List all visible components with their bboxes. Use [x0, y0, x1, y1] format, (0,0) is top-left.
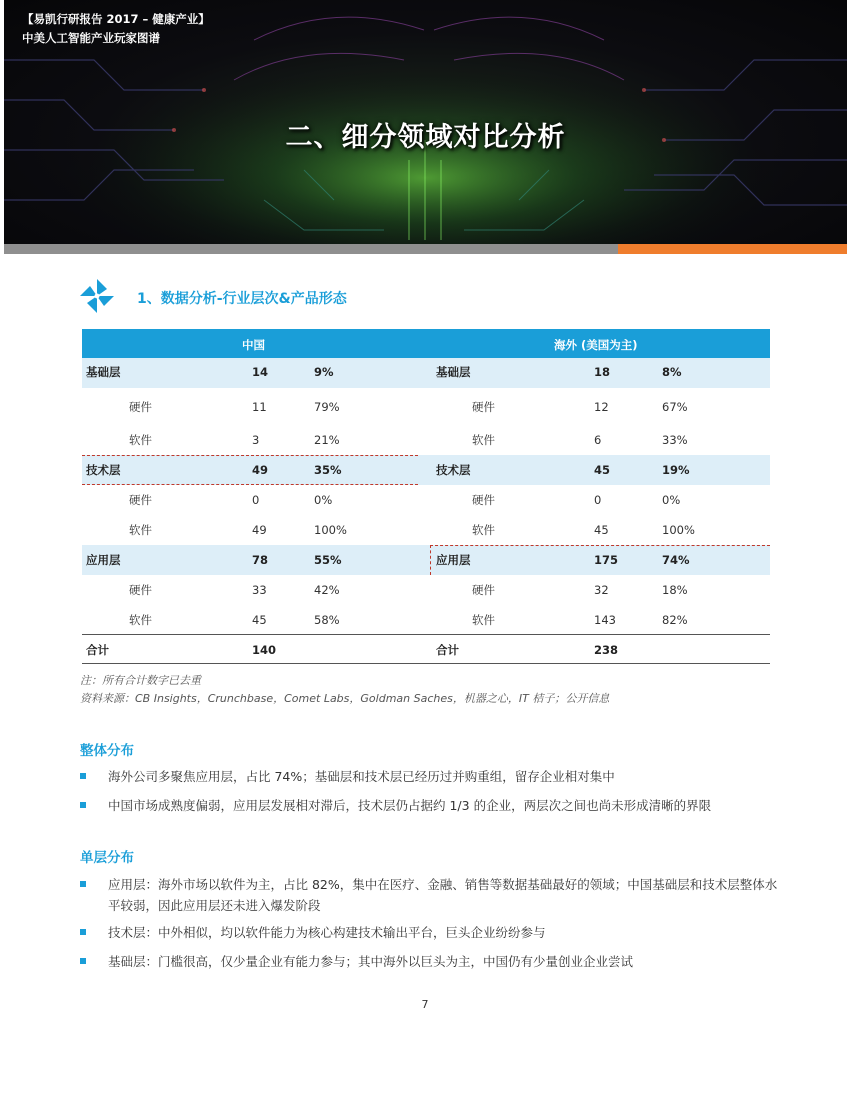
china-cell-pct: 9%	[314, 365, 334, 379]
china-cell-label: 软件	[129, 433, 152, 447]
overseas-cell-label: 技术层	[436, 463, 471, 477]
overseas-cell-count: 12	[594, 400, 609, 414]
table-source: 资料来源：CB Insights，Crunchbase，Comet Labs，Goldman Saches，机器之心，IT 桔子；公开信息	[80, 692, 610, 705]
highlight-china-tech-bottom	[82, 484, 418, 485]
pinwheel-icon	[79, 278, 115, 314]
section-heading: 1、数据分析-行业层次&产品形态	[137, 291, 347, 307]
overseas-cell-count: 175	[594, 553, 619, 567]
header-bar-orange	[618, 244, 847, 254]
total-rule-top	[82, 634, 770, 635]
china-cell-label: 硬件	[129, 400, 152, 414]
overseas-cell-pct: 82%	[662, 613, 688, 627]
overseas-cell-pct: 8%	[662, 365, 682, 379]
overseas-cell-pct: 18%	[662, 583, 688, 597]
china-cell-count: 78	[252, 553, 269, 567]
china-cell-label: 应用层	[86, 553, 121, 567]
china-cell-pct: 0%	[314, 493, 333, 507]
bullet-square-icon	[80, 929, 86, 935]
china-cell-count: 14	[252, 365, 269, 379]
table-note: 注：所有合计数字已去重	[80, 674, 201, 687]
overseas-cell-pct: 0%	[662, 493, 681, 507]
overseas-cell-count: 6	[594, 433, 602, 447]
highlight-overseas-app-top	[430, 545, 770, 546]
bullet-text: 技术层：中外相似，均以软件能力为核心构建技术输出平台，巨头企业纷纷参与	[108, 925, 546, 940]
report-series: 【易凯行研报告 2017 – 健康产业】	[22, 12, 210, 26]
single-heading: 单层分布	[80, 850, 134, 866]
bullet-square-icon	[80, 958, 86, 964]
highlight-overseas-app-left	[430, 545, 431, 575]
china-cell-count: 49	[252, 463, 269, 477]
china-cell-label: 合计	[86, 643, 109, 657]
single-bullet-2	[80, 922, 780, 943]
total-rule-bottom	[82, 663, 770, 664]
table-header	[82, 329, 770, 358]
overseas-cell-pct: 19%	[662, 463, 690, 477]
overseas-cell-label: 软件	[472, 523, 495, 537]
overseas-cell-label: 基础层	[436, 365, 471, 379]
overseas-cell-pct: 100%	[662, 523, 695, 537]
china-cell-label: 基础层	[86, 365, 121, 379]
bullet-square-icon	[80, 802, 86, 808]
china-cell-pct: 35%	[314, 463, 342, 477]
china-cell-count: 45	[252, 613, 267, 627]
report-label	[22, 10, 210, 48]
china-cell-count: 3	[252, 433, 260, 447]
china-cell-pct: 21%	[314, 433, 340, 447]
overseas-cell-count: 0	[594, 493, 602, 507]
china-cell-label: 硬件	[129, 583, 152, 597]
china-cell-label: 硬件	[129, 493, 152, 507]
overall-bullet-1	[80, 766, 780, 787]
overseas-cell-count: 143	[594, 613, 616, 627]
china-cell-label: 软件	[129, 613, 152, 627]
single-bullet-1	[80, 874, 780, 916]
bullet-text: 中国市场成熟度偏弱，应用层发展相对滞后，技术层仍占据约 1/3 的企业，两层次之间也尚未形成清晰的界限	[108, 798, 712, 813]
bullet-text: 基础层：门槛很高，仅少量企业有能力参与；其中海外以巨头为主，中国仍有少量创业企业尝试	[108, 954, 634, 969]
overseas-cell-count: 238	[594, 643, 619, 657]
bullet-text: 应用层：海外市场以软件为主，占比 82%，集中在医疗、金融、销售等数据基础最好的领域；中国基础层和技术层整体水平较弱，因此应用层还未进入爆发阶段	[108, 877, 778, 913]
overseas-cell-pct: 33%	[662, 433, 688, 447]
china-cell-pct: 100%	[314, 523, 347, 537]
china-cell-pct: 79%	[314, 400, 340, 414]
page-number: 7	[421, 998, 429, 1011]
china-cell-count: 0	[252, 493, 260, 507]
overseas-header: 海外 (美国为主)	[554, 338, 638, 352]
overseas-cell-count: 45	[594, 463, 611, 477]
header-banner	[4, 0, 847, 254]
chapter-title: 二、细分领域对比分析	[285, 122, 566, 153]
overseas-cell-pct: 67%	[662, 400, 688, 414]
overseas-cell-label: 合计	[436, 643, 459, 657]
overall-heading: 整体分布	[80, 743, 134, 759]
china-header: 中国	[242, 338, 265, 352]
report-subtitle: 中美人工智能产业玩家图谱	[22, 31, 160, 45]
data-table	[82, 329, 770, 664]
overseas-cell-label: 软件	[472, 613, 495, 627]
header-bar-gray	[4, 244, 618, 254]
overall-bullet-2	[80, 795, 780, 816]
china-cell-count: 49	[252, 523, 267, 537]
china-cell-label: 技术层	[86, 463, 121, 477]
overseas-cell-label: 软件	[472, 433, 495, 447]
overseas-cell-label: 应用层	[436, 553, 471, 567]
china-cell-count: 11	[252, 400, 267, 414]
single-bullet-3	[80, 951, 780, 972]
china-cell-label: 软件	[129, 523, 152, 537]
overseas-cell-count: 45	[594, 523, 609, 537]
overseas-cell-count: 18	[594, 365, 611, 379]
overseas-cell-count: 32	[594, 583, 609, 597]
china-cell-pct: 55%	[314, 553, 342, 567]
overseas-cell-label: 硬件	[472, 493, 495, 507]
china-cell-pct: 42%	[314, 583, 340, 597]
highlight-china-tech-top	[82, 455, 418, 456]
bullet-text: 海外公司多聚焦应用层，占比 74%；基础层和技术层已经历过并购重组，留存企业相对集中	[108, 769, 615, 784]
china-cell-count: 140	[252, 643, 277, 657]
china-cell-count: 33	[252, 583, 267, 597]
bullet-square-icon	[80, 773, 86, 779]
bullet-square-icon	[80, 881, 86, 887]
overseas-cell-pct: 74%	[662, 553, 690, 567]
china-cell-pct: 58%	[314, 613, 340, 627]
overseas-cell-label: 硬件	[472, 583, 495, 597]
overseas-cell-label: 硬件	[472, 400, 495, 414]
